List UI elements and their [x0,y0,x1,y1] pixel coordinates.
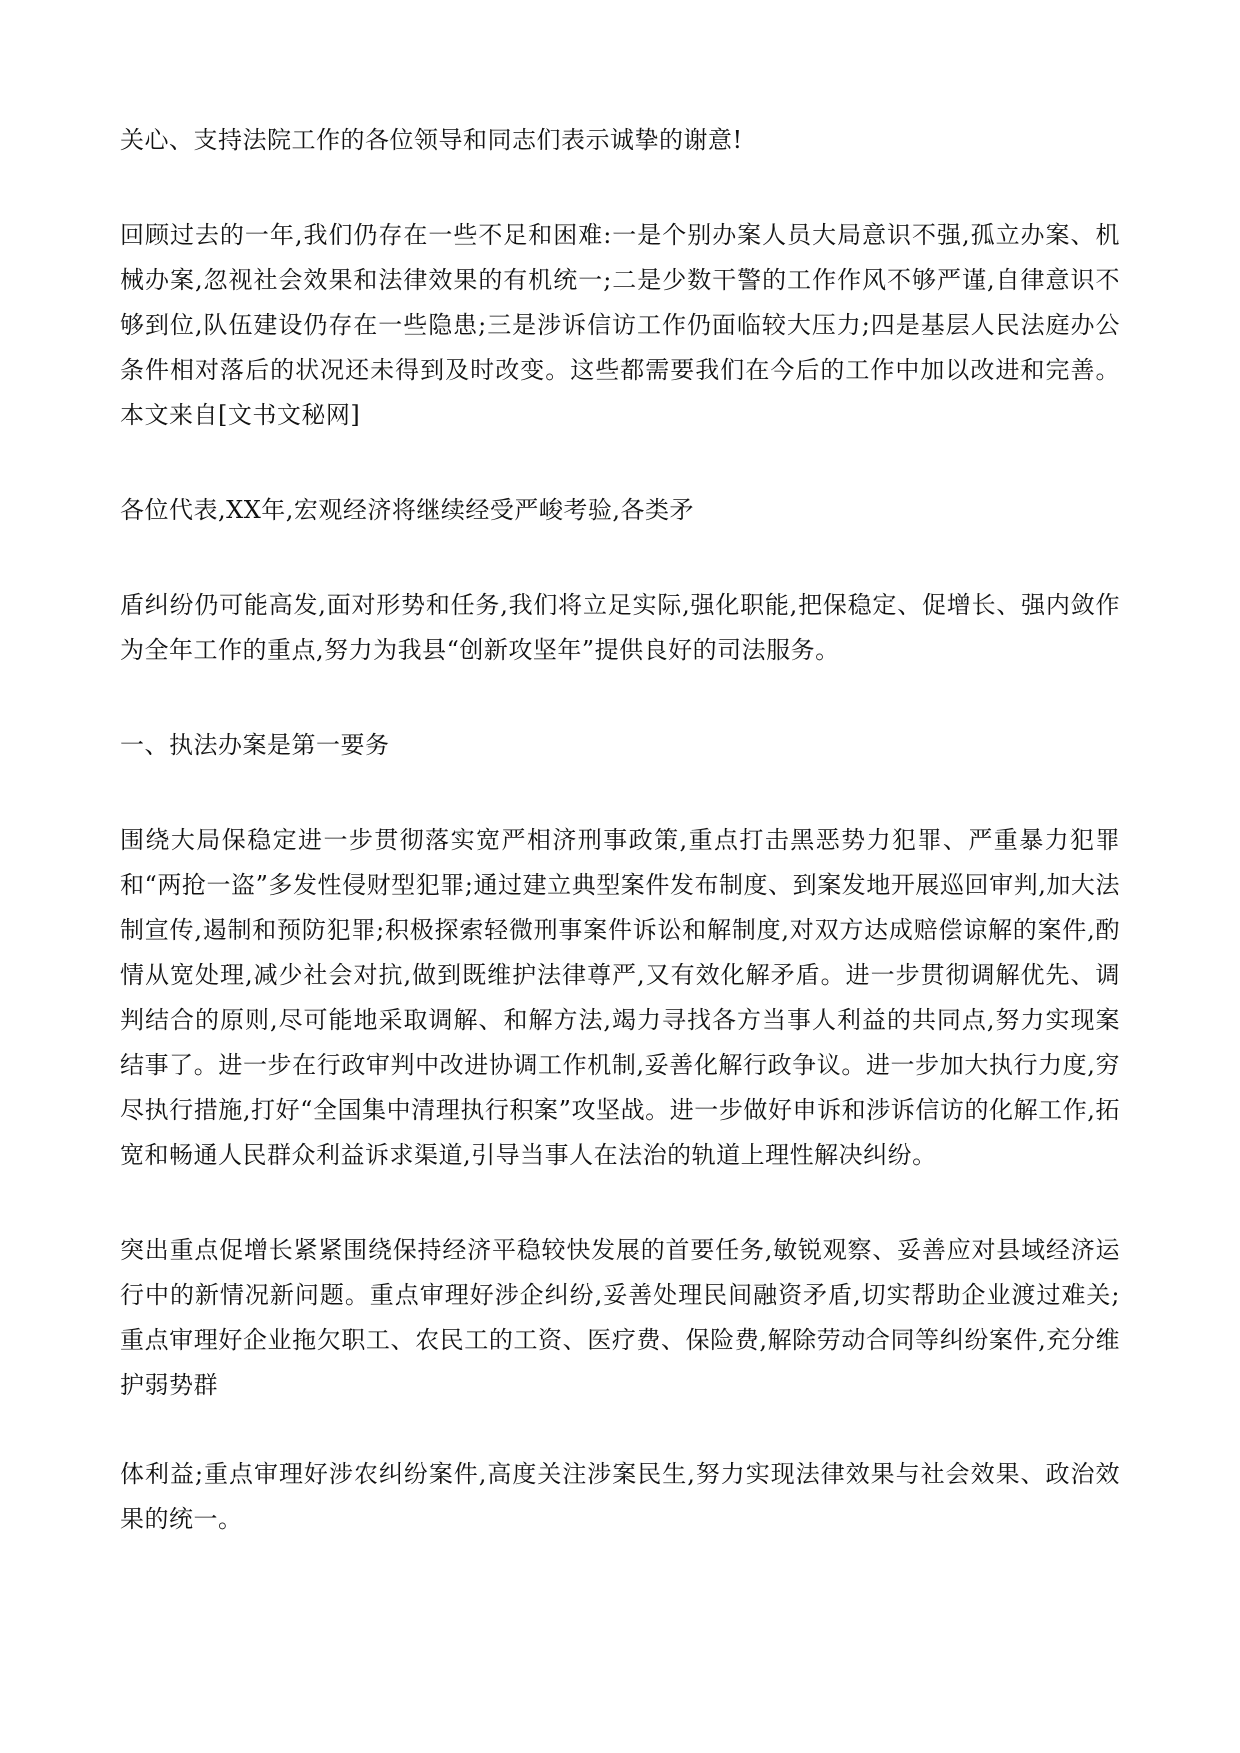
paragraph-growth: 突出重点促增长紧紧围绕保持经济平稳较快发展的首要任务,敏锐观察、妥善应对县域经济运行中的新情况新问题。重点审理好涉企纠纷,妥善处理民间融资矛盾,切实帮助企业渡过难关;重点审理好企业拖欠职工、农民工的工资、医疗费、保险费,解除劳动合同等纠纷案件,充分维护弱势群 [120,1236,1120,1399]
paragraph-gap [120,163,1120,213]
paragraph-gap [120,768,1120,818]
section-heading: 一、执法办案是第一要务 [120,731,390,759]
paragraph-gap [120,673,1120,723]
document-body [120,118,1120,1542]
paragraph-thanks: 关心、支持法院工作的各位领导和同志们表示诚挚的谢意! [120,126,743,154]
paragraph-gap [120,533,1120,583]
paragraph-stability: 围绕大局保稳定进一步贯彻落实宽严相济刑事政策,重点打击黑恶势力犯罪、严重暴力犯罪和“两抢一盗”多发性侵财型犯罪;通过建立典型案件发布制度、到案发地开展巡回审判,加大法制宣传,遏制和预防犯罪;积极探索轻微刑事案件诉讼和解制度,对双方达成赔偿谅解的案件,酌情从宽处理,减少社会对抗,做到既维护法律尊严,又有效化解矛盾。进一步贯彻调解优先、调判结合的原则,尽可能地采取调解、和解方法,竭力寻找各方当事人利益的共同点,努力实现案结事了。进一步在行政审判中改进协调工作机制,妥善化解行政争议。进一步加大执行力度,穷尽执行措施,打好“全国集中清理执行积案”攻坚战。进一步做好申诉和涉诉信访的化解工作,拓宽和畅通人民群众利益诉求渠道,引导当事人在法治的轨道上理性解决纠纷。 [120,826,1120,1169]
paragraph-gap [120,438,1120,488]
paragraph-goals: 盾纠纷仍可能高发,面对形势和任务,我们将立足实际,强化职能,把保稳定、促增长、强内敛作为全年工作的重点,努力为我县“创新攻坚年”提供良好的司法服务。 [120,591,1120,664]
paragraph-review: 回顾过去的一年,我们仍存在一些不足和困难:一是个别办案人员大局意识不强,孤立办案、机械办案,忽视社会效果和法律效果的有机统一;二是少数干警的工作作风不够严谨,自律意识不够到位,队伍建设仍存在一些隐患;三是涉诉信访工作仍面临较大压力;四是基层人民法庭办公条件相对落后的状况还未得到及时改变。这些都需要我们在今后的工作中加以改进和完善。本文来自[文书文秘网] [120,221,1120,429]
paragraph-interests: 体利益;重点审理好涉农纠纷案件,高度关注涉案民生,努力实现法律效果与社会效果、政治效果的统一。 [120,1460,1120,1533]
paragraph-gap [120,1178,1120,1228]
paragraph-address: 各位代表,XX年,宏观经济将继续经受严峻考验,各类矛 [120,496,695,524]
paragraph-gap [120,1408,1120,1452]
